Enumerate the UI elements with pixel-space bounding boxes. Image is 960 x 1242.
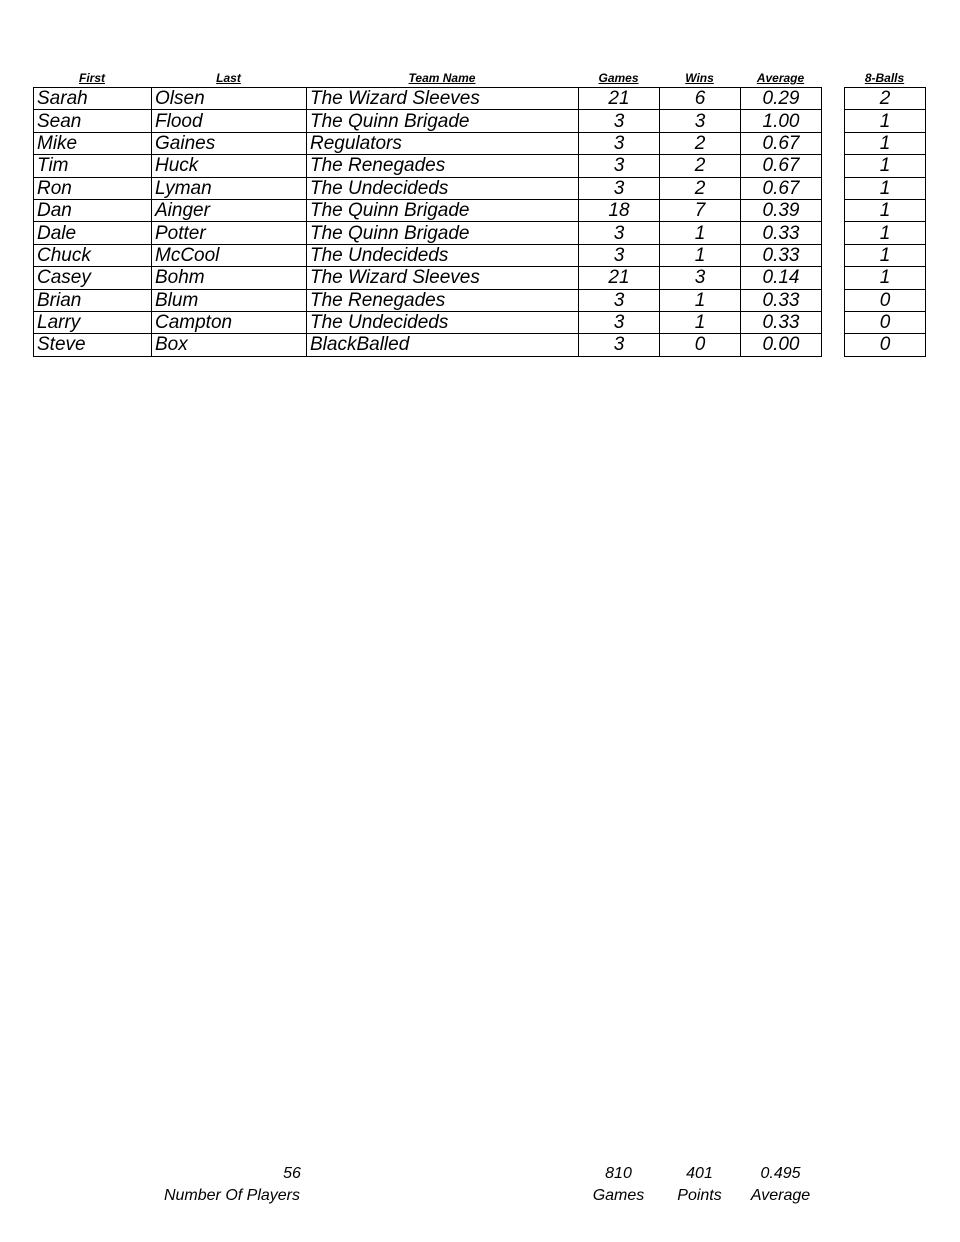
cell-average: 1.00 <box>741 110 822 132</box>
table-row <box>34 311 822 333</box>
cell-games: 21 <box>579 267 660 289</box>
cell-team-name: Regulators <box>307 132 579 154</box>
table-row <box>34 267 822 289</box>
table-row <box>34 155 822 177</box>
cell-wins: 2 <box>660 177 741 199</box>
cell-average: 0.67 <box>741 177 822 199</box>
cell-8-balls: 2 <box>845 88 926 110</box>
table-row <box>845 222 926 244</box>
cell-first: Dale <box>34 222 152 244</box>
cell-wins: 6 <box>660 88 741 110</box>
cell-wins: 1 <box>660 289 741 311</box>
cell-team-name: The Quinn Brigade <box>307 222 579 244</box>
cell-games: 3 <box>579 155 660 177</box>
cell-first: Mike <box>34 132 152 154</box>
table-row <box>34 177 822 199</box>
cell-games: 18 <box>579 199 660 221</box>
cell-wins: 2 <box>660 155 741 177</box>
table-row <box>845 110 926 132</box>
cell-wins: 2 <box>660 132 741 154</box>
cell-wins: 1 <box>660 222 741 244</box>
cell-first: Ron <box>34 177 152 199</box>
cell-8-balls: 1 <box>845 110 926 132</box>
table-row <box>845 311 926 333</box>
cell-games: 3 <box>579 177 660 199</box>
cell-first: Dan <box>34 199 152 221</box>
header-first: First <box>78 71 105 85</box>
table-row <box>845 132 926 154</box>
cell-8-balls: 0 <box>845 334 926 356</box>
table-row <box>34 132 822 154</box>
table-row <box>845 177 926 199</box>
cell-average: 0.33 <box>741 222 822 244</box>
cell-8-balls: 1 <box>845 267 926 289</box>
header-last: Last <box>216 71 241 85</box>
table-row <box>845 267 926 289</box>
cell-average: 0.29 <box>741 88 822 110</box>
cell-team-name: The Renegades <box>307 289 579 311</box>
cell-8-balls: 1 <box>845 177 926 199</box>
cell-team-name: The Renegades <box>307 155 579 177</box>
cell-last: Olsen <box>152 88 307 110</box>
cell-last: McCool <box>152 244 307 266</box>
cell-8-balls: 1 <box>845 222 926 244</box>
cell-wins: 1 <box>660 244 741 266</box>
cell-team-name: The Wizard Sleeves <box>307 88 579 110</box>
cell-last: Bohm <box>152 267 307 289</box>
cell-first: Steve <box>34 334 152 356</box>
header-wins: Wins <box>685 71 714 85</box>
header-games: Games <box>598 71 639 85</box>
table-row <box>845 155 926 177</box>
cell-last: Lyman <box>152 177 307 199</box>
cell-8-balls: 1 <box>845 244 926 266</box>
table-row <box>34 222 822 244</box>
cell-last: Potter <box>152 222 307 244</box>
table-row <box>34 88 822 110</box>
table-row <box>845 334 926 356</box>
table-row <box>845 199 926 221</box>
cell-average: 0.14 <box>741 267 822 289</box>
total-points-value: 401 <box>686 1165 713 1182</box>
table-row <box>34 244 822 266</box>
eight-balls-table <box>844 87 926 357</box>
cell-team-name: BlackBalled <box>307 334 579 356</box>
cell-average: 0.67 <box>741 132 822 154</box>
cell-8-balls: 1 <box>845 155 926 177</box>
cell-last: Huck <box>152 155 307 177</box>
cell-first: Tim <box>34 155 152 177</box>
overall-average-label: Average <box>750 1187 811 1204</box>
cell-games: 3 <box>579 334 660 356</box>
table-row <box>845 88 926 110</box>
cell-games: 3 <box>579 244 660 266</box>
cell-wins: 3 <box>660 267 741 289</box>
cell-games: 3 <box>579 110 660 132</box>
cell-last: Blum <box>152 289 307 311</box>
cell-average: 0.33 <box>741 289 822 311</box>
cell-8-balls: 0 <box>845 289 926 311</box>
cell-last: Gaines <box>152 132 307 154</box>
cell-team-name: The Undecideds <box>307 311 579 333</box>
cell-average: 0.33 <box>741 311 822 333</box>
cell-last: Ainger <box>152 199 307 221</box>
cell-wins: 0 <box>660 334 741 356</box>
table-row <box>845 244 926 266</box>
cell-first: Sean <box>34 110 152 132</box>
cell-team-name: The Quinn Brigade <box>307 199 579 221</box>
cell-wins: 3 <box>660 110 741 132</box>
table-row <box>34 334 822 356</box>
players-count-label: Number Of Players <box>163 1187 301 1204</box>
total-games-label: Games <box>592 1187 645 1204</box>
cell-team-name: The Undecideds <box>307 177 579 199</box>
overall-average-value: 0.495 <box>760 1165 801 1182</box>
cell-games: 3 <box>579 289 660 311</box>
table-row <box>34 110 822 132</box>
cell-average: 0.39 <box>741 199 822 221</box>
cell-games: 21 <box>579 88 660 110</box>
cell-first: Sarah <box>34 88 152 110</box>
player-stats-table <box>33 87 822 357</box>
total-games-value: 810 <box>605 1165 632 1182</box>
cell-team-name: The Quinn Brigade <box>307 110 579 132</box>
cell-team-name: The Wizard Sleeves <box>307 267 579 289</box>
cell-last: Box <box>152 334 307 356</box>
cell-first: Chuck <box>34 244 152 266</box>
cell-wins: 1 <box>660 311 741 333</box>
cell-last: Campton <box>152 311 307 333</box>
cell-average: 0.00 <box>741 334 822 356</box>
table-row <box>34 289 822 311</box>
cell-first: Casey <box>34 267 152 289</box>
cell-team-name: The Undecideds <box>307 244 579 266</box>
players-count-value: 56 <box>283 1165 301 1182</box>
header-average: Average <box>756 71 805 85</box>
table-row <box>845 289 926 311</box>
header-8-balls: 8-Balls <box>864 71 905 85</box>
cell-average: 0.67 <box>741 155 822 177</box>
cell-first: Larry <box>34 311 152 333</box>
cell-games: 3 <box>579 132 660 154</box>
cell-last: Flood <box>152 110 307 132</box>
header-team-name: Team Name <box>408 71 476 85</box>
cell-average: 0.33 <box>741 244 822 266</box>
cell-games: 3 <box>579 311 660 333</box>
cell-8-balls: 0 <box>845 311 926 333</box>
cell-games: 3 <box>579 222 660 244</box>
cell-first: Brian <box>34 289 152 311</box>
cell-wins: 7 <box>660 199 741 221</box>
table-row <box>34 199 822 221</box>
total-points-label: Points <box>677 1187 722 1204</box>
cell-8-balls: 1 <box>845 199 926 221</box>
cell-8-balls: 1 <box>845 132 926 154</box>
